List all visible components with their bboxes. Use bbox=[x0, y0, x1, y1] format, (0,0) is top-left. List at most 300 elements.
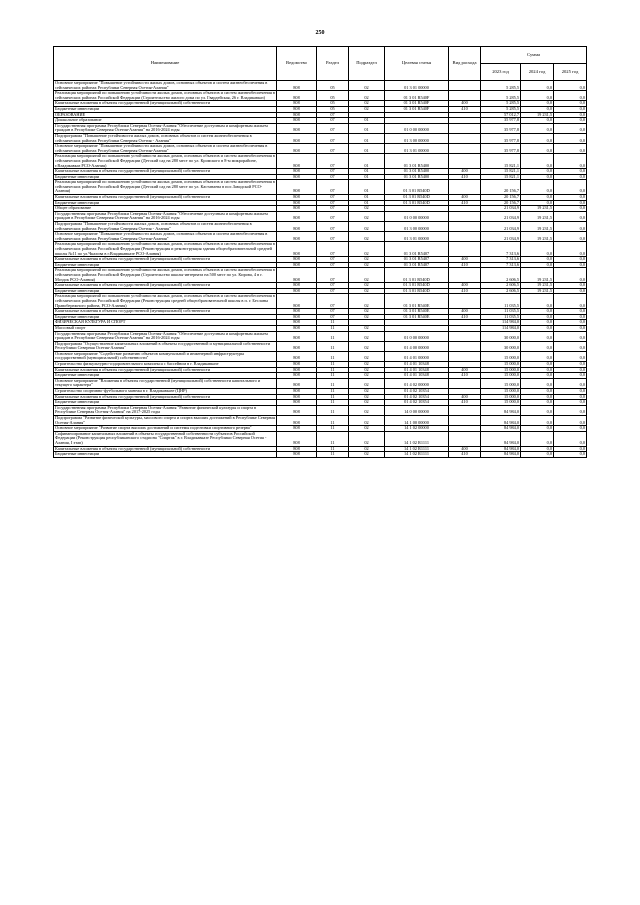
row-vr-cell bbox=[449, 268, 481, 283]
row-razdel-cell: 11 bbox=[317, 431, 349, 446]
row-2023-cell: 114 984,0 bbox=[481, 325, 521, 331]
row-2024-cell: 0,0 bbox=[521, 351, 554, 361]
row-ved-cell: 808 bbox=[277, 118, 317, 124]
row-2023-cell: 30 000,0 bbox=[481, 331, 521, 341]
row-podrazdel-cell: 02 bbox=[349, 294, 385, 309]
row-2025-cell: 0,0 bbox=[554, 91, 587, 101]
row-name-cell: Бюджетные инвестиции bbox=[54, 262, 277, 268]
row-razdel-cell: 07 bbox=[317, 118, 349, 124]
row-vr-cell bbox=[449, 211, 481, 221]
row-razdel-cell: 07 bbox=[317, 242, 349, 257]
row-vr-cell: 410 bbox=[449, 373, 481, 379]
col-name-header: Наименование bbox=[54, 47, 277, 81]
row-2025-cell: 0,0 bbox=[554, 206, 587, 212]
row-2023-cell: 114 984,0 bbox=[481, 320, 521, 326]
row-2025-cell: 0,0 bbox=[554, 394, 587, 400]
row-2024-cell: 0,0 bbox=[521, 320, 554, 326]
col-cs-header: Целевая статья bbox=[385, 47, 449, 81]
row-vr-cell: 410 bbox=[449, 106, 481, 112]
row-razdel-cell: 11 bbox=[317, 325, 349, 331]
row-podrazdel-cell: 02 bbox=[349, 389, 385, 395]
col-2025-header: 2025 год bbox=[554, 64, 587, 81]
row-podrazdel-cell: 02 bbox=[349, 91, 385, 101]
col-podrazdel-header: Подраздел bbox=[349, 47, 385, 81]
row-cs-cell: 01 4 02 10354 bbox=[385, 394, 449, 400]
row-cs-cell: 01 3 01 R540E bbox=[385, 309, 449, 315]
row-podrazdel-cell: 02 bbox=[349, 431, 385, 446]
row-razdel-cell: 07 bbox=[317, 283, 349, 289]
row-ved-cell: 808 bbox=[277, 426, 317, 432]
row-cs-cell: 01 4 01 10348 bbox=[385, 367, 449, 373]
row-cs-cell: 01 3 01 R5400 bbox=[385, 154, 449, 169]
row-2023-cell: 15 000,0 bbox=[481, 400, 521, 406]
row-podrazdel-cell: 01 bbox=[349, 200, 385, 206]
row-ved-cell: 808 bbox=[277, 283, 317, 289]
row-ved-cell: 808 bbox=[277, 320, 317, 326]
row-vr-cell: 400 bbox=[449, 283, 481, 289]
row-name-cell: Реализация мероприятий по повышению устойчивости жилых домов, основных объектов и систем жизнеобеспечения в сейсмических районах Российской Федерации (Строительство школы-интерната на 500 мест по ул. Кирова, 4 в г. Моздок РСО-Алания) bbox=[55, 267, 275, 282]
row-2024-cell: 0,0 bbox=[521, 91, 554, 101]
col-summa-header: Сумма bbox=[481, 47, 587, 64]
row-podrazdel-cell: 02 bbox=[349, 81, 385, 91]
row-2023-cell: 11 035,5 bbox=[481, 294, 521, 309]
row-vr-cell: 400 bbox=[449, 446, 481, 452]
row-2024-cell: 0,0 bbox=[521, 180, 554, 195]
row-2025-cell: 0,0 bbox=[554, 314, 587, 320]
row-name-cell: Государственная программа Республики Северная Осетия-Алания "Обеспечение доступным и комфортным жильем граждан в Республике Северная Осетия-Алания" на 2016-2024 годы bbox=[54, 123, 277, 133]
row-razdel-cell: 07 bbox=[317, 232, 349, 242]
row-2025-cell: 0,0 bbox=[554, 351, 587, 361]
row-razdel-cell: 11 bbox=[317, 331, 349, 341]
row-ved-cell: 808 bbox=[277, 180, 317, 195]
row-2025-cell: 0,0 bbox=[554, 373, 587, 379]
row-2025-cell: 0,0 bbox=[554, 320, 587, 326]
row-2025-cell: 0,0 bbox=[554, 341, 587, 351]
row-vr-cell: 400 bbox=[449, 257, 481, 263]
row-name-cell: Основное мероприятие "Повышение устойчивости жилых домов, основных объектов и систем жизнеобеспечения в сейсмических районах Республики Северная Осетия-Алания" bbox=[54, 81, 277, 91]
row-name-cell: Капитальные вложения в объекты государственной (муниципальной) собственности bbox=[54, 283, 277, 289]
row-vr-cell bbox=[449, 242, 481, 257]
row-2025-cell: 0,0 bbox=[554, 446, 587, 452]
row-name-cell: Бюджетные инвестиции bbox=[54, 288, 277, 294]
row-2024-cell: 0,0 bbox=[521, 174, 554, 180]
row-vr-cell: 410 bbox=[449, 452, 481, 458]
row-podrazdel-cell: 02 bbox=[349, 331, 385, 341]
row-cs-cell: 01 3 01 00000 bbox=[385, 232, 449, 242]
row-2024-cell: 0,0 bbox=[521, 416, 554, 426]
row-name-cell: Основное мероприятие "Повышение устойчивости жилых домов, основных объектов и систем жизнеобеспечения в сейсмических районах Республики Северная Осетия-Алания" bbox=[54, 232, 277, 242]
row-2024-cell: 0,0 bbox=[521, 133, 554, 143]
row-vr-cell bbox=[449, 351, 481, 361]
row-cs-cell: 01 4 02 10354 bbox=[385, 389, 449, 395]
row-name-cell: Реализация мероприятий по повышению устойчивости жилых домов, основных объектов и систем жизнеобеспечения в сейсмических районах Российской Федерации (Строительство жилого дома по ул. Гвардейская, 26 г. Владикавказ) bbox=[55, 90, 275, 100]
table-row bbox=[54, 180, 587, 195]
row-2024-cell: 0,0 bbox=[521, 452, 554, 458]
row-cs-cell: 01 0 00 00000 bbox=[385, 331, 449, 341]
row-ved-cell: 808 bbox=[277, 91, 317, 101]
row-podrazdel-cell: 02 bbox=[349, 362, 385, 368]
row-razdel-cell: 07 bbox=[317, 262, 349, 268]
row-2023-cell: 15 000,0 bbox=[481, 367, 521, 373]
row-2023-cell: 84 984,0 bbox=[481, 405, 521, 415]
row-name-cell: Основное мероприятие "Повышение устойчивости жилых домов, основных объектов и систем жизнеобеспечения в сейсмических районах Республики Северная Осетия-Алания" bbox=[54, 144, 277, 154]
row-ved-cell: 808 bbox=[277, 268, 317, 283]
row-2025-cell: 0,0 bbox=[554, 325, 587, 331]
row-2023-cell: 84 984,0 bbox=[481, 452, 521, 458]
page-number: 250 bbox=[315, 30, 325, 36]
row-razdel-cell: 11 bbox=[317, 373, 349, 379]
row-ved-cell: 808 bbox=[277, 331, 317, 341]
row-name-cell: Подпрограмма "Развитие физической культуры, массового спорта и спорта высших достижений в Республике Северная Осетия-Алания" bbox=[55, 415, 275, 425]
row-name-cell: Капитальные вложения в объекты государственной (муниципальной) собственности bbox=[54, 195, 277, 201]
row-name-cell: Бюджетные инвестиции bbox=[54, 106, 277, 112]
row-name-cell: Капитальные вложения в объекты государственной (муниципальной) собственности bbox=[54, 394, 277, 400]
row-2023-cell: 7 313,6 bbox=[481, 257, 521, 263]
row-2024-cell: 19 231,5 bbox=[521, 232, 554, 242]
row-razdel-cell: 11 bbox=[317, 378, 349, 388]
row-name-cell: Капитальные вложения в объекты государственной (муниципальной) собственности bbox=[54, 367, 277, 373]
row-2024-cell: 0,0 bbox=[521, 378, 554, 388]
row-2023-cell: 20 156,7 bbox=[481, 195, 521, 201]
row-podrazdel-cell: 01 bbox=[349, 169, 385, 175]
row-vr-cell bbox=[449, 405, 481, 415]
row-2025-cell: 0,0 bbox=[554, 331, 587, 341]
row-2023-cell: 11 035,5 bbox=[481, 314, 521, 320]
row-cs-cell: 14 1 02 R1111 bbox=[385, 446, 449, 452]
row-2024-cell: 0,0 bbox=[521, 200, 554, 206]
row-cs-cell: 01 3 01 00000 bbox=[385, 81, 449, 91]
row-ved-cell: 808 bbox=[277, 394, 317, 400]
row-cs-cell: 01 3 01 R540F bbox=[385, 101, 449, 107]
row-ved-cell: 808 bbox=[277, 211, 317, 221]
row-2024-cell: 0,0 bbox=[521, 118, 554, 124]
row-razdel-cell: 11 bbox=[317, 394, 349, 400]
row-2025-cell: 0,0 bbox=[554, 144, 587, 154]
row-ved-cell: 808 bbox=[277, 169, 317, 175]
row-2025-cell: 0,0 bbox=[554, 309, 587, 315]
table-row bbox=[54, 123, 587, 133]
table-row bbox=[54, 378, 587, 388]
row-2025-cell: 0,0 bbox=[554, 389, 587, 395]
row-podrazdel-cell: 02 bbox=[349, 242, 385, 257]
row-razdel-cell: 07 bbox=[317, 144, 349, 154]
row-cs-cell: 01 3 01 R540D bbox=[385, 268, 449, 283]
row-cs-cell: 01 3 01 R540F bbox=[385, 91, 449, 101]
row-cs-cell: 01 3 01 R540D bbox=[385, 195, 449, 201]
row-2024-cell: 0,0 bbox=[521, 314, 554, 320]
row-ved-cell: 808 bbox=[277, 431, 317, 446]
row-2023-cell: 15 000,0 bbox=[481, 351, 521, 361]
row-name-cell: Государственная программа Республики Северная Осетия-Алания "Развитие физической культуры и спорта в Республике Северная Осетия-Алания" на 2017-2025 годы bbox=[54, 405, 277, 415]
row-2025-cell: 0,0 bbox=[554, 405, 587, 415]
row-ved-cell: 808 bbox=[277, 222, 317, 232]
table-row bbox=[54, 81, 587, 91]
row-razdel-cell: 11 bbox=[317, 452, 349, 458]
row-vr-cell bbox=[449, 180, 481, 195]
row-razdel-cell: 07 bbox=[317, 211, 349, 221]
row-razdel-cell: 11 bbox=[317, 320, 349, 326]
row-ved-cell: 808 bbox=[277, 206, 317, 212]
row-razdel-cell: 07 bbox=[317, 222, 349, 232]
row-razdel-cell: 11 bbox=[317, 416, 349, 426]
row-cs-cell: 01 3 01 R540E bbox=[385, 314, 449, 320]
row-vr-cell: 400 bbox=[449, 367, 481, 373]
row-vr-cell bbox=[449, 232, 481, 242]
row-ved-cell: 808 bbox=[277, 144, 317, 154]
row-name-cell: Подпрограмма "Повышение устойчивости жилых домов, основных объектов и систем жизнеобеспечения в сейсмических районах Республики Северная Осетия - Алания" bbox=[54, 133, 277, 143]
row-podrazdel-cell: 02 bbox=[349, 367, 385, 373]
row-2023-cell: 35 977,8 bbox=[481, 144, 521, 154]
table-row bbox=[54, 154, 587, 169]
row-2023-cell: 35 977,8 bbox=[481, 123, 521, 133]
row-podrazdel-cell: 02 bbox=[349, 262, 385, 268]
row-vr-cell: 400 bbox=[449, 169, 481, 175]
row-2025-cell: 0,0 bbox=[554, 174, 587, 180]
row-vr-cell: 410 bbox=[449, 174, 481, 180]
row-vr-cell bbox=[449, 378, 481, 388]
row-2025-cell: 0,0 bbox=[554, 288, 587, 294]
row-vr-cell bbox=[449, 133, 481, 143]
row-razdel-cell: 07 bbox=[317, 288, 349, 294]
table-row bbox=[54, 211, 587, 221]
table-header bbox=[54, 47, 587, 81]
row-name-cell: Реализация мероприятий по повышению устойчивости жилых домов, основных объектов и систем жизнеобеспечения в сейсмических районах Российской Федерации (Детский сад на 280 мест по ул. Кромского в 8-м микрорайоне, г.Владикавказ РСО-Алания) bbox=[55, 153, 275, 168]
row-cs-cell: 01 4 01 10348 bbox=[385, 373, 449, 379]
row-vr-cell: 410 bbox=[449, 314, 481, 320]
table-row bbox=[54, 416, 587, 426]
row-podrazdel-cell: 01 bbox=[349, 174, 385, 180]
row-razdel-cell: 11 bbox=[317, 405, 349, 415]
row-2023-cell: 84 984,0 bbox=[481, 416, 521, 426]
row-name-cell: Государственная программа Республики Северная Осетия-Алания "Обеспечение доступным и комфортным жильем граждан в Республике Северная Осетия-Алания" на 2016-2024 годы bbox=[54, 211, 277, 221]
col-ved-header: Ведомство bbox=[277, 47, 317, 81]
row-razdel-cell: 07 bbox=[317, 154, 349, 169]
row-name-cell: Подпрограмма "Повышение устойчивости жилых домов, основных объектов и систем жизнеобеспечения в сейсмических районах Республики Северная Осетия - Алания" bbox=[54, 222, 277, 232]
row-2024-cell: 0,0 bbox=[521, 373, 554, 379]
row-razdel-cell: 11 bbox=[317, 400, 349, 406]
row-2023-cell: 7 313,6 bbox=[481, 242, 521, 257]
row-razdel-cell: 11 bbox=[317, 362, 349, 368]
table-row bbox=[54, 452, 587, 458]
row-2024-cell: 0,0 bbox=[521, 394, 554, 400]
row-2024-cell: 19 231,5 bbox=[521, 268, 554, 283]
row-2024-cell: 19 231,5 bbox=[521, 206, 554, 212]
row-ved-cell: 808 bbox=[277, 314, 317, 320]
row-podrazdel-cell: 02 bbox=[349, 268, 385, 283]
row-2024-cell: 0,0 bbox=[521, 81, 554, 91]
row-cs-cell: 01 3 01 R540D bbox=[385, 283, 449, 289]
row-2024-cell: 0,0 bbox=[521, 325, 554, 331]
row-cs-cell: 01 3 00 00000 bbox=[385, 133, 449, 143]
row-2023-cell: 21 034,9 bbox=[481, 222, 521, 232]
table-row bbox=[54, 133, 587, 143]
row-name-cell: Строительство спортивно-футбольного манежа в г. Владикавказе (ЦНР) bbox=[54, 389, 277, 395]
row-razdel-cell: 11 bbox=[317, 426, 349, 432]
table-row bbox=[54, 351, 587, 361]
row-podrazdel-cell: 02 bbox=[349, 101, 385, 107]
table-row bbox=[54, 431, 587, 446]
row-2025-cell: 0,0 bbox=[554, 367, 587, 373]
row-2025-cell: 0,0 bbox=[554, 180, 587, 195]
row-podrazdel-cell: 02 bbox=[349, 416, 385, 426]
row-ved-cell: 808 bbox=[277, 389, 317, 395]
row-podrazdel-cell: 02 bbox=[349, 373, 385, 379]
row-vr-cell bbox=[449, 331, 481, 341]
row-2024-cell: 0,0 bbox=[521, 123, 554, 133]
col-2023-header: 2023 год bbox=[481, 64, 521, 81]
row-name-cell: Бюджетные инвестиции bbox=[54, 452, 277, 458]
row-podrazdel-cell: 02 bbox=[349, 405, 385, 415]
row-ved-cell: 808 bbox=[277, 101, 317, 107]
row-razdel-cell: 11 bbox=[317, 351, 349, 361]
row-ved-cell: 808 bbox=[277, 123, 317, 133]
row-2023-cell: 2 606,5 bbox=[481, 283, 521, 289]
row-vr-cell: 410 bbox=[449, 262, 481, 268]
row-vr-cell: 400 bbox=[449, 101, 481, 107]
row-ved-cell: 808 bbox=[277, 112, 317, 118]
row-podrazdel-cell: 02 bbox=[349, 400, 385, 406]
row-ved-cell: 808 bbox=[277, 195, 317, 201]
col-2024-header: 2024 год bbox=[521, 64, 554, 81]
row-ved-cell: 808 bbox=[277, 106, 317, 112]
row-2023-cell: 5 285,5 bbox=[481, 81, 521, 91]
row-ved-cell: 808 bbox=[277, 257, 317, 263]
row-vr-cell: 400 bbox=[449, 309, 481, 315]
row-cs-cell: 14 0 00 00000 bbox=[385, 405, 449, 415]
row-2023-cell: 57 012,7 bbox=[481, 112, 521, 118]
row-name-cell: Бюджетные инвестиции bbox=[54, 314, 277, 320]
row-vr-cell bbox=[449, 123, 481, 133]
row-cs-cell: 01 3 01 R5407 bbox=[385, 262, 449, 268]
row-podrazdel-cell: 02 bbox=[349, 211, 385, 221]
row-vr-cell: 400 bbox=[449, 195, 481, 201]
row-ved-cell: 808 bbox=[277, 446, 317, 452]
row-vr-cell bbox=[449, 154, 481, 169]
row-2024-cell: 0,0 bbox=[521, 106, 554, 112]
row-cs-cell: 01 3 01 R5400 bbox=[385, 169, 449, 175]
row-ved-cell: 808 bbox=[277, 174, 317, 180]
row-2025-cell: 0,0 bbox=[554, 294, 587, 309]
row-2025-cell: 0,0 bbox=[554, 101, 587, 107]
row-2023-cell: 5 285,5 bbox=[481, 91, 521, 101]
row-podrazdel-cell: 02 bbox=[349, 288, 385, 294]
row-2024-cell: 19 231,5 bbox=[521, 283, 554, 289]
row-podrazdel-cell: 01 bbox=[349, 118, 385, 124]
row-cs-cell: 01 3 01 R5407 bbox=[385, 242, 449, 257]
row-2023-cell: 21 034,9 bbox=[481, 206, 521, 212]
row-name-cell: Общее образование bbox=[54, 206, 277, 212]
table-row bbox=[54, 222, 587, 232]
table-row bbox=[54, 405, 587, 415]
row-podrazdel-cell: 02 bbox=[349, 426, 385, 432]
row-2025-cell: 0,0 bbox=[554, 378, 587, 388]
table-row bbox=[54, 268, 587, 283]
row-cs-cell: 01 3 01 R540E bbox=[385, 294, 449, 309]
row-razdel-cell: 07 bbox=[317, 133, 349, 143]
row-2025-cell: 0,0 bbox=[554, 200, 587, 206]
row-razdel-cell: 07 bbox=[317, 206, 349, 212]
row-2024-cell: 0,0 bbox=[521, 389, 554, 395]
row-2023-cell: 35 977,8 bbox=[481, 133, 521, 143]
row-2025-cell: 0,0 bbox=[554, 133, 587, 143]
row-2025-cell: 0,0 bbox=[554, 169, 587, 175]
row-2023-cell: 35 977,8 bbox=[481, 118, 521, 124]
row-2023-cell: 7 313,6 bbox=[481, 262, 521, 268]
row-2025-cell: 0,0 bbox=[554, 195, 587, 201]
row-name-cell: Капитальные вложения в объекты государственной (муниципальной) собственности bbox=[54, 169, 277, 175]
row-razdel-cell: 07 bbox=[317, 174, 349, 180]
row-vr-cell: 410 bbox=[449, 288, 481, 294]
row-cs-cell: 01 0 00 00000 bbox=[385, 123, 449, 133]
row-2024-cell: 0,0 bbox=[521, 431, 554, 446]
table-body bbox=[54, 81, 587, 458]
row-ved-cell: 808 bbox=[277, 367, 317, 373]
row-ved-cell: 808 bbox=[277, 154, 317, 169]
row-razdel-cell: 05 bbox=[317, 91, 349, 101]
row-ved-cell: 808 bbox=[277, 294, 317, 309]
row-2023-cell: 2 606,5 bbox=[481, 268, 521, 283]
row-2025-cell: 0,0 bbox=[554, 123, 587, 133]
row-name-cell: Реализация мероприятий по повышению устойчивости жилых домов, основных объектов и систем жизнеобеспечения в сейсмических районах Российской Федерации (Реконструкция и реконструкция здания общеобразовательной средней школы №11 по ул.Чкалова в г.Владикавказе РСО-Алания) bbox=[55, 241, 275, 256]
row-podrazdel-cell: 02 bbox=[349, 309, 385, 315]
row-vr-cell: 400 bbox=[449, 394, 481, 400]
row-podrazdel-cell: 02 bbox=[349, 325, 385, 331]
row-podrazdel-cell: 02 bbox=[349, 314, 385, 320]
row-name-cell: Бюджетные инвестиции bbox=[54, 400, 277, 406]
row-podrazdel-cell: 01 bbox=[349, 123, 385, 133]
row-name-cell: Бюджетные инвестиции bbox=[54, 174, 277, 180]
row-razdel-cell: 07 bbox=[317, 314, 349, 320]
row-ved-cell: 808 bbox=[277, 242, 317, 257]
row-2025-cell: 0,0 bbox=[554, 262, 587, 268]
row-2025-cell: 0,0 bbox=[554, 242, 587, 257]
row-2025-cell: 0,0 bbox=[554, 426, 587, 432]
row-razdel-cell: 11 bbox=[317, 389, 349, 395]
row-podrazdel-cell: 02 bbox=[349, 378, 385, 388]
row-ved-cell: 808 bbox=[277, 262, 317, 268]
row-name-cell: Дошкольное образование bbox=[54, 118, 277, 124]
row-razdel-cell: 11 bbox=[317, 446, 349, 452]
row-2023-cell: 5 285,5 bbox=[481, 106, 521, 112]
row-razdel-cell: 07 bbox=[317, 309, 349, 315]
row-2023-cell: 11 035,5 bbox=[481, 309, 521, 315]
row-name-cell: ОБРАЗОВАНИЕ bbox=[54, 112, 277, 118]
row-2024-cell: 0,0 bbox=[521, 331, 554, 341]
row-cs-cell: 01 3 01 R5407 bbox=[385, 257, 449, 263]
row-cs-cell: 01 4 02 00000 bbox=[385, 378, 449, 388]
row-name-cell: Капитальные вложения в объекты государственной (муниципальной) собственности bbox=[54, 446, 277, 452]
row-ved-cell: 808 bbox=[277, 133, 317, 143]
row-2025-cell: 0,0 bbox=[554, 362, 587, 368]
row-name-cell: Массовый спорт bbox=[54, 325, 277, 331]
row-podrazdel-cell: 02 bbox=[349, 351, 385, 361]
row-podrazdel-cell: 02 bbox=[349, 394, 385, 400]
row-2023-cell: 15 000,0 bbox=[481, 362, 521, 368]
row-name-cell: ФИЗИЧЕСКАЯ КУЛЬТУРА И СПОРТ bbox=[54, 320, 277, 326]
row-name-cell: Реализация мероприятий по повышению устойчивости жилых домов, основных объектов и систем жизнеобеспечения в сейсмических районах Российской Федерации (Детский сад на 280 мест по ул. Кастанаева в пос.Заводской РСО-Алания) bbox=[55, 179, 275, 194]
row-ved-cell: 808 bbox=[277, 405, 317, 415]
row-2024-cell: 0,0 bbox=[521, 426, 554, 432]
row-name-cell: Софинансирование капитальных вложений в объекты государственной собственности субъектов Российской Федерации (Реконструкция республиканского стадиона "Спартак" в г. Владикавказе Республики Северная Осетия - Алания, I этап) bbox=[54, 431, 277, 446]
row-ved-cell: 808 bbox=[277, 378, 317, 388]
row-cs-cell: 01 3 01 R540D bbox=[385, 200, 449, 206]
row-razdel-cell: 05 bbox=[317, 101, 349, 107]
row-podrazdel-cell: 02 bbox=[349, 446, 385, 452]
row-ved-cell: 808 bbox=[277, 325, 317, 331]
row-2024-cell: 0,0 bbox=[521, 262, 554, 268]
budget-table bbox=[53, 46, 587, 458]
row-podrazdel-cell: 02 bbox=[349, 232, 385, 242]
